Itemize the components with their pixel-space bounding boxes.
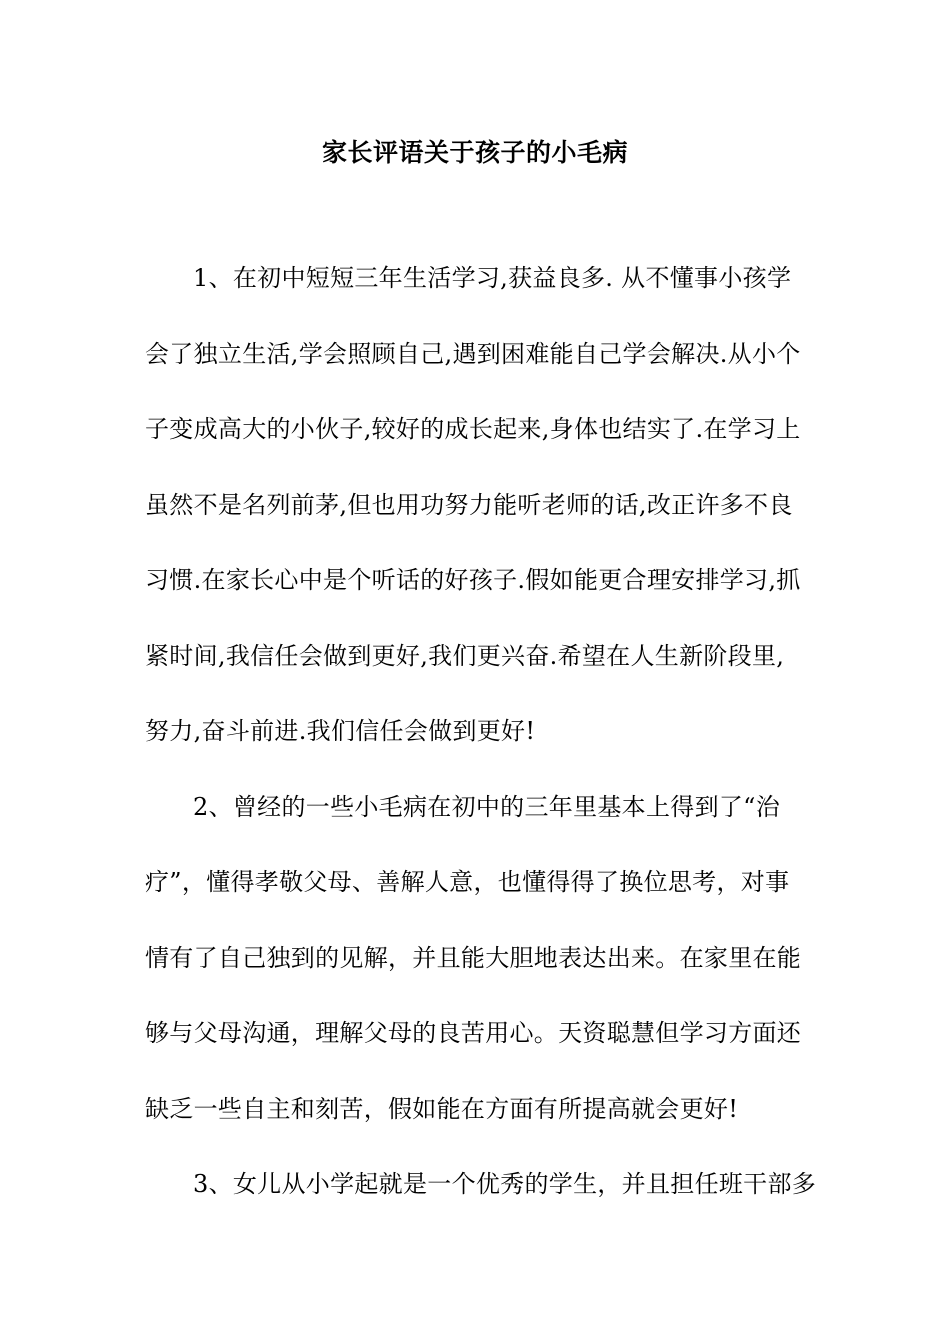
document-body: [145, 256, 817, 1238]
text-line: 2、曾经的一些小毛病在初中的三年里基本上得到了“治: [193, 792, 781, 821]
text-line: 缺乏一些自主和刻苦，假如能在方面有所提高就会更好!: [145, 1094, 739, 1123]
text-line: 1、在初中短短三年生活学习,获益良多. 从不懂事小孩学: [193, 264, 792, 292]
page-title: 家长评语关于孩子的小毛病: [321, 138, 628, 167]
text-line: 会了独立生活,学会照顾自己,遇到困难能自己学会解决.从小个: [145, 339, 801, 368]
text-line: 紧时间,我信任会做到更好,我们更兴奋.希望在人生新阶段里,: [145, 641, 785, 670]
text-line: 够与父母沟通，理解父母的良苦用心。天资聪慧但学习方面还: [145, 1019, 802, 1047]
text-line: 习惯.在家长心中是个听话的好孩子.假如能更合理安排学习,抓: [145, 566, 801, 594]
text-line: 情有了自己独到的见解，并且能大胆地表达出来。在家里在能: [145, 943, 802, 972]
text-line: 虽然不是名列前茅,但也用功努力能听老师的话,改正许多不良: [145, 490, 793, 519]
text-line: 3、女儿从小学起就是一个优秀的学生，并且担任班干部多: [193, 1170, 817, 1198]
text-line: 疗”，懂得孝敬父母、善解人意，也懂得得了换位思考，对事: [145, 868, 790, 896]
text-line: 努力,奋斗前进.我们信任会做到更好!: [145, 717, 536, 745]
text-line: 子变成高大的小伙子,较好的成长起来,身体也结实了.在学习上: [145, 415, 801, 443]
